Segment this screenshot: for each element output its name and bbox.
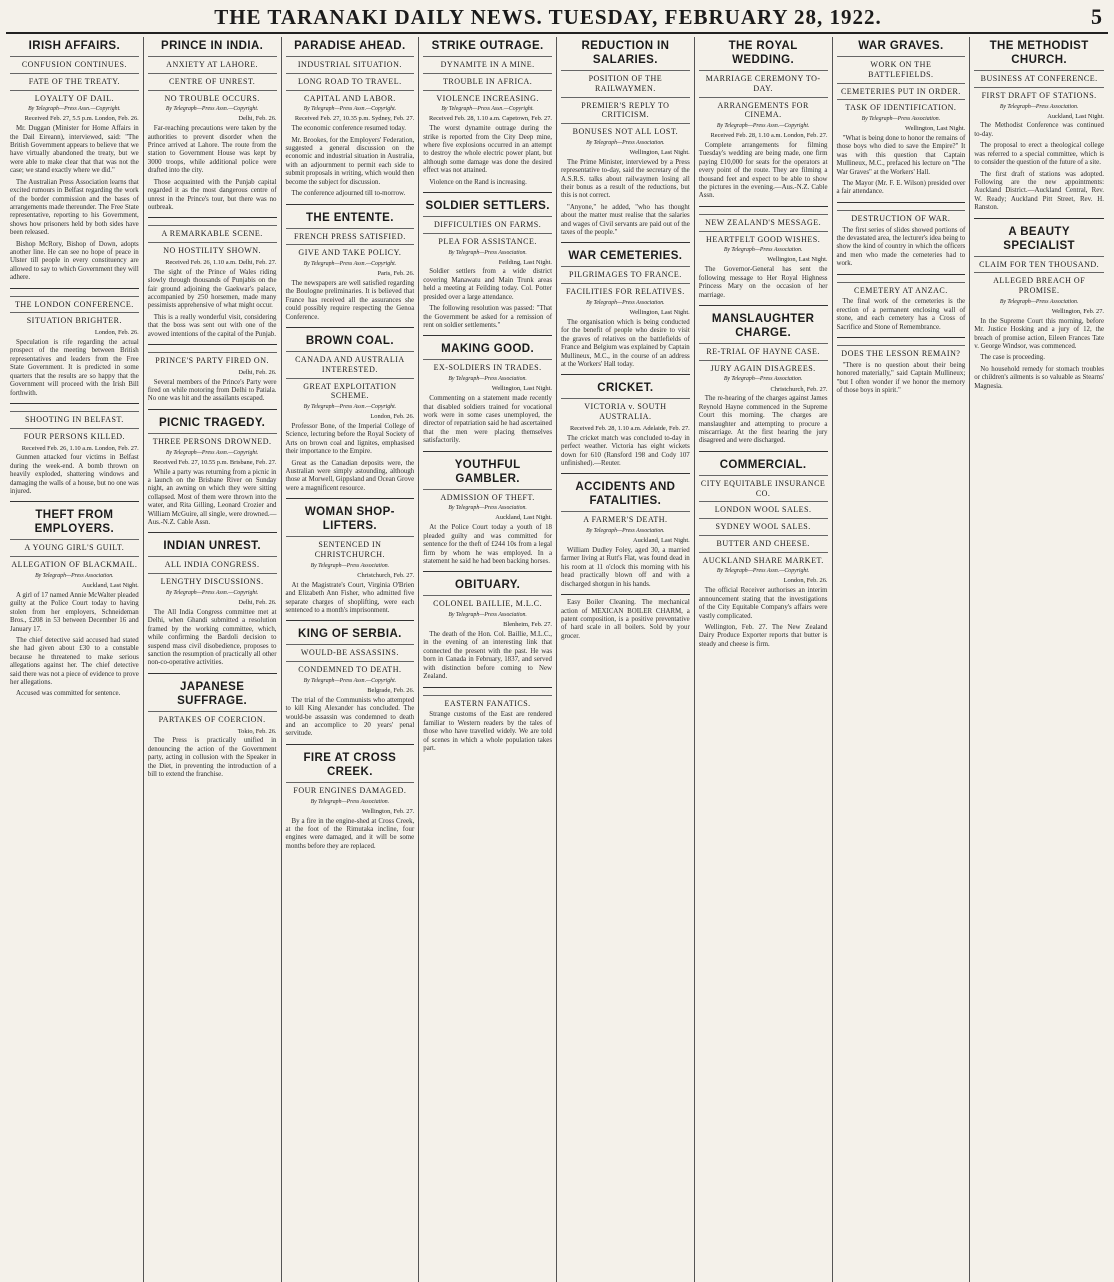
article-subheading: FATE OF THE TREATY. — [10, 73, 139, 87]
article-paragraph: "There is no question about their being honored materially," said Captain Mullineux; "but I often wonder if we honor the memory of those boys in spirit." — [836, 361, 966, 395]
article-dateline: Wellington, Last Night. — [767, 256, 828, 264]
article-paragraph: At the Police Court today a youth of 18 pleaded guilty and was committed for sentence for the theft of £244 10s from a legal firm by whom he was employed. In a statement he said he had been backing horses. — [423, 524, 552, 565]
article-dateline: Wellington, Last Night. — [629, 309, 690, 317]
article-headline: THEFT FROM EMPLOYERS. — [34, 509, 115, 536]
article-byline: By Telegraph—Press Association. — [310, 562, 390, 569]
article — [561, 39, 690, 237]
article-subheading: WORK ON THE BATTLEFIELDS. — [837, 56, 966, 80]
article-paragraph: The Australian Press Association learns that excited rumours in Belfast regarding the work of the border commission and the bases of arrangements made thereunder. The Free State representative, reporting to his Government, shows how prisoners held by both sides have been released. — [10, 178, 139, 237]
article-paragraph: While a party was returning from a picnic in a launch on the Brisbane River on Sunday night, an awning on which they were sitting collapsed. Most of them were thrown into the water, and Rita Gilling, Leonard Crozier and William McGuire, all single, were drowned.—Aus.-N.Z. Cable Assn. — [147, 468, 277, 527]
article — [974, 39, 1104, 213]
article-subheading: EASTERN FANATICS. — [423, 695, 552, 709]
article-paragraph: The official Receiver authorises an interim announcement stating that the investigations of the City Equitable Company's affairs were vastly complicated. — [698, 587, 828, 620]
article-subheading: PREMIER'S REPLY TO CRITICISM. — [561, 97, 690, 121]
article-dateline: Feilding, Last Night. — [498, 258, 552, 266]
article — [699, 305, 828, 446]
article-dateline: Received Feb. 28, 1.10 a.m. London, Feb. 27. — [710, 132, 828, 140]
article-subheading: LONDON WOOL SALES. — [699, 501, 828, 515]
article-headline: STRIKE OUTRAGE. — [431, 40, 544, 52]
article-paragraph: Wellington, Feb. 27. The New Zealand Dairy Produce Exporter reports that butter is steady and cheese is firm. — [698, 623, 828, 648]
article-subheading: THREE PERSONS DROWNED. — [148, 433, 277, 447]
article — [974, 218, 1104, 392]
article-dateline: Belgrade, Feb. 26. — [367, 686, 415, 694]
article-byline: By Telegraph—Press Association. — [448, 612, 527, 619]
column — [419, 37, 557, 1282]
article-paragraph: No household remedy for stomach troubles or children's ailments is so valuable as Stearns' Magnesia. — [974, 365, 1104, 390]
article-subheading: FOUR PERSONS KILLED. — [10, 428, 139, 442]
article-subheading: NO TROUBLE OCCURS. — [148, 90, 277, 104]
article — [561, 594, 690, 641]
article-paragraph: The Press is practically unified in denouncing the action of the Government party, acting in collusion with the Speaker in the Diet, in preventing the introduction of a bill to extend the franchise. — [147, 737, 277, 779]
article-dateline: Auckland, Last Night. — [495, 514, 552, 522]
article-dateline: Received Feb. 26, 1.10 a.m. Delhi, Feb. 27. — [165, 258, 277, 266]
article-headline: A BEAUTY SPECIALIST — [1003, 225, 1075, 252]
article-subheading: HEARTFELT GOOD WISHES. — [699, 231, 828, 245]
article-subheading: FRENCH PRESS SATISFIED. — [286, 228, 415, 242]
article-dateline: Received Feb. 26, 1.10 a.m. London, Feb. 27. — [21, 444, 139, 452]
article-subheading: TASK OF IDENTIFICATION. — [837, 99, 966, 113]
article — [10, 39, 139, 283]
article-headline: THE ENTENTE. — [305, 211, 394, 224]
article-headline: COMMERCIAL. — [719, 458, 807, 471]
article-subheading: TROUBLE IN AFRICA. — [423, 73, 552, 87]
article-paragraph: The conference adjourned till to-morrow. — [291, 190, 406, 198]
article-subheading: BUSINESS AT CONFERENCE. — [974, 70, 1104, 84]
article-paragraph: The proposal to erect a theological college was referred to a special committee, which is to consider the question of the future of a site. — [974, 142, 1104, 167]
article-subheading: DOES THE LESSON REMAIN? — [837, 345, 966, 359]
article-headline: WAR CEMETERIES. — [568, 250, 683, 263]
column — [282, 37, 420, 1282]
article — [423, 451, 552, 567]
article-headline: ACCIDENTS AND FATALITIES. — [575, 481, 676, 508]
article-paragraph: Commenting on a statement made recently that disabled soldiers trained for vocational work were in some cases unemployed, the director of repatriation said he had ascertained that the men were placing themselves satisfactorily. — [423, 395, 552, 445]
article-subheading: CENTRE OF UNREST. — [148, 73, 277, 87]
article-subheading: CONFUSION CONTINUES. — [10, 56, 139, 70]
article — [837, 274, 966, 332]
article — [423, 687, 552, 754]
article-subheading: GREAT EXPLOITATION SCHEME. — [286, 378, 415, 402]
page-number: 5 — [1091, 4, 1102, 29]
article-subheading: LOYALTY OF DAIL. — [10, 90, 139, 104]
article-paragraph: "Anyone," he added, "who has thought about the matter must realise that the salaries and wages of Civil servants are paid out of the taxes of the people." — [561, 203, 690, 237]
article-byline: By Telegraph—Press Assn.—Copyright. — [716, 123, 810, 130]
article-subheading: POSITION OF THE RAILWAYMEN. — [561, 70, 690, 94]
article-paragraph: William Dudley Foley, aged 30, a married farmer living at Rutt's Flat, was found dead in his room at 11 o'clock this morning with his head practically blown off and with a discharged shotgun in his hands. — [561, 547, 690, 588]
article-paragraph: Easy Boiler Cleaning. The mechanical action of MEXICAN BOILER CHARM, a patent composition, is a positive preventative of hard scale in all boilers. Sold by your grocer. — [561, 599, 690, 640]
article-paragraph: The worst dynamite outrage during the strike is reported from the City Deep mine, where five explosions occurred in an attempt to destroy the whole electric power plant, but although some damage was done the desired effect was not attained. — [423, 125, 552, 175]
article-byline: By Telegraph—Press Assn.—Copyright. — [165, 106, 259, 113]
article-paragraph: Great as the Canadian deposits were, the Australian were simply astounding, although those at Morwell, Gippsland and Ocean Grove were a magnificent resource. — [285, 459, 415, 492]
article-headline: FIRE AT CROSS CREEK. — [303, 751, 397, 778]
article-byline: By Telegraph—Press Association. — [586, 528, 665, 535]
article — [148, 39, 277, 212]
masthead-title: THE TARANAKI DAILY NEWS. TUESDAY, FEBRUARY 28, 1922. — [214, 5, 882, 29]
article-dateline: Wellington, Feb. 27. — [1051, 307, 1104, 315]
article — [148, 532, 277, 667]
article-paragraph: The newspapers are well satisfied regarding the Boulogne preliminaries. It is believed that France has received all the assurances she could possibly require respecting the Genoa Conference. — [285, 279, 415, 321]
article-dateline: Wellington, Last Night. — [905, 125, 966, 133]
article-byline: By Telegraph—Press Association. — [310, 798, 390, 805]
article — [699, 39, 828, 201]
column — [6, 37, 144, 1282]
article-subheading: PARTAKES OF COERCION. — [148, 711, 277, 725]
article-byline: By Telegraph—Press Association. — [448, 376, 527, 383]
article-subheading: JURY AGAIN DISAGREES. — [699, 360, 828, 374]
article — [148, 673, 277, 780]
article-subheading: PLEA FOR ASSISTANCE. — [423, 233, 552, 247]
article-headline: CRICKET. — [597, 382, 654, 395]
article-subheading: SENTENCED IN CHRISTCHURCH. — [286, 536, 415, 560]
article-subheading: A YOUNG GIRL'S GUILT. — [10, 539, 139, 553]
article-headline: JAPANESE SUFFRAGE. — [177, 680, 248, 707]
article-subheading: CANADA AND AUSTRALIA INTERESTED. — [286, 351, 415, 375]
article-paragraph: The death of the Hon. Col. Baillie, M.L.C., in the evening of an interesting link that connected the present with the past. He was born in Canada in February, 1837, and served with distinction before coming to New Zealand. — [423, 631, 552, 681]
article-dateline: Received Feb. 27, 10.55 p.m. Brisbane, Feb. 27. — [153, 458, 277, 466]
article-byline: By Telegraph—Press Assn.—Copyright. — [28, 106, 121, 113]
article-paragraph: "What is being done to honor the remains of those boys who died to save the Empire?" It was with this question that Captain Mullineux, M.C., prefaced his lecture on "The War Graves" at the Workers' Hall. — [836, 134, 966, 176]
article-byline: By Telegraph—Press Association. — [586, 139, 665, 146]
article-paragraph: The first draft of stations was adopted. Following are the new appointments: Auckland District.—Auckland Central, Rev. W. Ready; Auckland Pitt Street, Rev. H. Ranston. — [974, 170, 1104, 212]
article-subheading: ADMISSION OF THEFT. — [423, 489, 552, 503]
article-paragraph: The Prime Minister, interviewed by a Press representative to-day, said the secretary of the A.S.R.S. talks about railwaymen losing all their bonus as a result of the reductions, but this is not correct. — [561, 158, 690, 200]
article-paragraph: Soldier settlers from a wide district covering Manawatu and Main Trunk areas held a meeting at Feilding today. Col. Potter presided over a large attendance. — [423, 268, 552, 301]
article-byline: By Telegraph—Press Assn.—Copyright. — [441, 106, 534, 113]
article — [286, 744, 415, 851]
article-paragraph: Complete arrangements for filming Tuesday's wedding are being made, one firm paying £10,000 for seats for the operators at every point of the route. They are filming a thousand feet and expect to be able to show the pictures in the evening.—Aus.-N.Z. Cable Assn. — [698, 141, 828, 200]
masthead — [6, 6, 1108, 34]
article-subheading: WOULD-BE ASSASSINS. — [286, 644, 415, 658]
article-dateline: Received Feb. 28, 1.10 a.m. Capetown, Feb. 27. — [429, 115, 552, 123]
column — [833, 37, 971, 1282]
article-subheading: ALL INDIA CONGRESS. — [148, 556, 277, 570]
article — [423, 571, 552, 681]
column — [970, 37, 1108, 1282]
article-subheading: PRINCE'S PARTY FIRED ON. — [148, 352, 277, 366]
article-dateline: Paris, Feb. 26. — [377, 270, 415, 278]
article — [286, 204, 415, 323]
article — [423, 39, 552, 187]
article-paragraph: This is a really wonderful visit, considering that the boss was sent out with one of the avowed intentions of the capital of the Punjab. — [147, 313, 277, 338]
article-paragraph: Those acquainted with the Punjab capital regarded it as the most dangerous centre of unrest in the Prince's tour, but there was no outbreak. — [147, 178, 277, 211]
article-subheading: ALLEGATION OF BLACKMAIL. — [10, 556, 139, 570]
article-subheading: ANXIETY AT LAHORE. — [148, 56, 277, 70]
article-subheading: CEMETERIES PUT IN ORDER. — [837, 83, 966, 97]
article-subheading: A REMARKABLE SCENE. — [148, 225, 277, 239]
article-byline: By Telegraph—Press Association. — [723, 247, 803, 254]
article-subheading: A FARMER'S DEATH. — [561, 511, 690, 525]
article-paragraph: The chief detective said accused had stated she had given about £30 to a constable because he threatened to make serious allegations against her. The chief detective said there was not a piece of evidence to prove her allegations. — [10, 636, 139, 687]
article-paragraph: The Governor-General has sent the following message to Her Royal Highness Princess Mary on the occasion of her marriage. — [698, 266, 828, 299]
article-subheading: SYDNEY WOOL SALES. — [699, 518, 828, 532]
column — [557, 37, 695, 1282]
article-dateline: Auckland, Last Night. — [632, 537, 690, 545]
article-paragraph: Several members of the Prince's Party were fired on while motoring from Delhi to Patiala. No one was hit and the assailants escaped. — [147, 378, 277, 403]
article-byline: By Telegraph—Press Assn.—Copyright. — [716, 568, 810, 575]
article-dateline: Delhi, Feb. 26. — [238, 115, 277, 123]
column — [695, 37, 833, 1282]
article-paragraph: The re-hearing of the charges against James Reynold Hayne commenced in the Supreme Court this morning. The charges are manslaughter and attempting to procure a miscarriage. At the first hearing the jury disagreed and were discharged. — [698, 395, 828, 445]
article-headline: OBITUARY. — [455, 579, 521, 592]
article-paragraph: In the Supreme Court this morning, before Mr. Justice Hosking and a jury of 12, the breach of promise action, Eileen Frances Tate v. George Windsor, was commenced. — [974, 317, 1104, 351]
article-paragraph: The first series of slides showed portions of the devastated area, the lecturer's idea being to show the kind of country in which the officers and men who made the cemeteries had to work. — [836, 226, 966, 268]
article-byline: By Telegraph—Press Assn.—Copyright. — [303, 677, 397, 684]
article-headline: BROWN COAL. — [305, 335, 394, 348]
article-paragraph: Gunmen attacked four victims in Belfast during the week-end. A bomb thrown on heavily exploded, shattering windows and damaging the walls of a house, but no one was injured. — [10, 454, 139, 495]
article-byline: By Telegraph—Press Association. — [35, 572, 114, 579]
article-dateline: Christchurch, Feb. 27. — [770, 385, 828, 393]
article — [699, 206, 828, 300]
article-byline: By Telegraph—Press Assn.—Copyright. — [303, 106, 397, 113]
article-subheading: FACILITIES FOR RELATIVES. — [561, 283, 690, 297]
article-paragraph: Speculation is rife regarding the actual prospect of the meeting between British representatives and leaders from the Free State Government. It is predicted in some quarters that the results are so happy that the Government will proceed with the Irish Bill forthwith. — [10, 339, 139, 397]
article-paragraph: The All India Congress committee met at Delhi, when Ghandi submitted a resolution framed by the working committee, which, while confirming the Bardoli decision to suspend mass civil disobedience, proposes to sanction the resumption of practically all other non-co-operative activities. — [147, 608, 277, 667]
article — [148, 217, 277, 339]
article-headline: IRISH AFFAIRS. — [28, 40, 121, 52]
article-paragraph: Mr. Brookes, for the Employers' Federation, suggested a general discussion on the economic and industrial situation in Australia, with an adjournment to permit each side to submit proposals in writing, which would then become the subject for discussion. — [285, 136, 415, 186]
article-paragraph: The following resolution was passed: "That the Government be asked for a remission of rent on soldier settlements." — [423, 305, 552, 330]
article-subheading: GIVE AND TAKE POLICY. — [286, 244, 415, 258]
article-dateline: London, Feb. 26. — [94, 329, 139, 337]
article-subheading: BONUSES NOT ALL LOST. — [561, 123, 690, 137]
article-subheading: SITUATION BRIGHTER. — [10, 312, 139, 326]
article-subheading: VIOLENCE INCREASING. — [423, 90, 552, 104]
article-dateline: Auckland, Last Night. — [81, 582, 139, 590]
article — [286, 498, 415, 615]
article-byline: By Telegraph—Press Association. — [999, 103, 1079, 110]
article-paragraph: Violence on the Rand is increasing. — [429, 178, 527, 186]
article-subheading: DESTRUCTION OF WAR. — [837, 210, 966, 224]
article-paragraph: The sight of the Prince of Wales riding slowly through thousands of Punjabis on the fair ground adjoining the Gaekwar's palace, accompanied by 250 horsemen, made many pessimists apprehensive of what might occur. — [147, 268, 277, 310]
article-subheading: FIRST DRAFT OF STATIONS. — [974, 87, 1104, 101]
article-subheading: ARRANGEMENTS FOR CINEMA. — [699, 97, 828, 121]
article — [423, 335, 552, 445]
article-dateline: Blenheim, Feb. 27. — [503, 621, 552, 629]
article-dateline: London, Feb. 26. — [370, 413, 415, 421]
article-subheading: NEW ZEALAND'S MESSAGE. — [699, 214, 828, 228]
article-subheading: CLAIM FOR TEN THOUSAND. — [974, 256, 1104, 270]
columns-container — [6, 37, 1108, 1282]
article-dateline: Wellington, Last Night. — [629, 148, 690, 156]
article-paragraph: A girl of 17 named Annie McWalter pleaded guilty at the Police Court today to having stolen from her employers, Schneideman Bros., £208 in 53 between December 16 and January 17. — [10, 591, 139, 633]
article-paragraph: The final work of the cemeteries is the erection of a permanent enclosing wall of stone, and each cemetery has a Cross of Sacrifice and Stone of Remembrance. — [836, 298, 966, 331]
article-paragraph: The trial of the Communists who attempted to kill King Alexander has concluded. The would-be assassin was condemned to death and an accomplice to 20 years' penal servitude. — [285, 696, 415, 738]
article-paragraph: Far-reaching precautions were taken by the authorities to prevent disorder when the Prince arrived at Lahore. The route from the station to Government House was kept by 3000 troops, while additional police were drafted into the city. — [147, 125, 277, 175]
article-subheading: AUCKLAND SHARE MARKET. — [699, 552, 828, 566]
article — [148, 344, 277, 404]
article-headline: WAR GRAVES. — [858, 40, 944, 52]
article-paragraph: Strange customs of the East are rendered familiar to Western readers by the tales of those who have travelled widely. We are told of scenes in which a whole population takes part. — [423, 711, 552, 752]
article-dateline: Received Feb. 27, 5.5 p.m. London, Feb. 26. — [24, 115, 139, 123]
article-subheading: LONG ROAD TO TRAVEL. — [286, 73, 415, 87]
article-byline: By Telegraph—Press Assn.—Copyright. — [303, 404, 397, 411]
article-paragraph: Bishop McRory, Bishop of Down, adopts another line. He can see no hope of peace in Ulster till people in every constituency are allowed to say to which Government they will adhere. — [10, 240, 139, 282]
article-headline: PICNIC TRAGEDY. — [158, 416, 266, 429]
article-dateline: Wellington, Feb. 27. — [362, 807, 415, 815]
article-subheading: FOUR ENGINES DAMAGED. — [286, 782, 415, 796]
article — [837, 202, 966, 269]
article-subheading: COLONEL BAILLIE, M.L.C. — [423, 595, 552, 609]
article-byline: By Telegraph—Press Association. — [723, 376, 803, 383]
article — [561, 473, 690, 589]
article-byline: By Telegraph—Press Association. — [448, 505, 527, 512]
article — [423, 192, 552, 330]
article-subheading: DIFFICULTIES ON FARMS. — [423, 216, 552, 230]
article — [286, 620, 415, 739]
article-headline: SOLDIER SETTLERS. — [425, 200, 550, 213]
article-paragraph: The case is proceeding. — [980, 354, 1045, 362]
article-subheading: EX-SOLDIERS IN TRADES. — [423, 359, 552, 373]
article — [10, 403, 139, 496]
article-subheading: SHOOTING IN BELFAST. — [10, 411, 139, 425]
article-subheading: INDUSTRIAL SITUATION. — [286, 56, 415, 70]
article-headline: INDIAN UNREST. — [163, 540, 261, 553]
article-subheading: CONDEMNED TO DEATH. — [286, 661, 415, 675]
article — [286, 327, 415, 493]
column — [144, 37, 282, 1282]
article-headline: KING OF SERBIA. — [297, 628, 402, 641]
article — [837, 337, 966, 395]
article-byline: By Telegraph—Press Assn.—Copyright. — [303, 261, 397, 268]
article-headline: THE ROYAL WEDDING. — [728, 40, 798, 67]
article — [148, 409, 277, 528]
article-subheading: VICTORIA v. SOUTH AUSTRALIA. — [561, 398, 690, 422]
article — [699, 451, 828, 649]
article-dateline: Delhi, Feb. 26. — [238, 599, 277, 607]
article — [10, 288, 139, 398]
article-paragraph: At the Magistrate's Court, Virginia O'Brien and Elizabeth Ann Fisher, who admitted five separate charges of shoplifting, were each sentenced to a month's imprisonment. — [285, 581, 415, 614]
article-byline: By Telegraph—Press Association. — [999, 298, 1079, 305]
article-subheading: MARRIAGE CEREMONY TO-DAY. — [699, 70, 828, 94]
article-paragraph: The cricket match was concluded to-day in perfect weather. Victoria has eight wickets down for 610 (Ransford 198 and Cody 107 unfinished).—Reuter. — [561, 434, 690, 467]
article-headline: PRINCE IN INDIA. — [161, 40, 264, 52]
article-subheading: RE-TRIAL OF HAYNE CASE. — [699, 343, 828, 357]
article-dateline: Auckland, Last Night. — [1047, 112, 1104, 120]
article-subheading: ALLEGED BREACH OF PROMISE. — [974, 272, 1104, 296]
article-subheading: THE LONDON CONFERENCE. — [10, 296, 139, 310]
article-headline: WOMAN SHOP-LIFTERS. — [304, 506, 395, 533]
article-subheading: PILGRIMAGES TO FRANCE. — [561, 266, 690, 280]
article-byline: By Telegraph—Press Assn.—Copyright. — [165, 589, 259, 596]
article-dateline: Delhi, Feb. 26. — [238, 368, 277, 376]
article-paragraph: Professor Bone, of the Imperial College of Science, lecturing before the Royal Society of Arts on brown coal and lignites, emphasised their importance to the Empire. — [285, 422, 415, 456]
article-headline: YOUTHFUL GAMBLER. — [454, 458, 521, 485]
article-dateline: Wellington, Last Night. — [491, 385, 552, 393]
article-subheading: CAPITAL AND LABOR. — [286, 90, 415, 104]
article-subheading: DYNAMITE IN A MINE. — [423, 56, 552, 70]
article-paragraph: Mr. Duggan (Minister for Home Affairs in the Dail Eireann), interviewed, said: "The British Government appears to believe that we have virtually abandoned the treaty, but we were able to make clear that that was not the case; we stand exactly where we did." — [10, 125, 139, 175]
article-dateline: Received Feb. 27, 10.35 p.m. Sydney, Feb. 27. — [294, 115, 415, 123]
article — [561, 242, 690, 369]
article-paragraph: The Methodist Conference was continued to-day. — [974, 122, 1104, 138]
article-subheading: CEMETERY AT ANZAC. — [837, 282, 966, 296]
article-byline: By Telegraph—Press Association. — [861, 116, 941, 123]
article-paragraph: The economic conference resumed today. — [291, 125, 407, 133]
article — [286, 39, 415, 199]
article-paragraph: Accused was committed for sentence. — [16, 690, 121, 698]
article-headline: MANSLAUGHTER CHARGE. — [711, 312, 815, 339]
article-byline: By Telegraph—Press Association. — [448, 249, 527, 256]
article-subheading: CITY EQUITABLE INSURANCE CO. — [699, 475, 828, 499]
article-paragraph: By a fire in the engine-shed at Cross Creek, at the foot of the Rimutaka incline, four engines were damaged, and it will be some months before they are replaced. — [285, 817, 415, 850]
article-dateline: London, Feb. 26. — [783, 577, 828, 585]
article-headline: PARADISE AHEAD. — [294, 40, 406, 52]
article-subheading: BUTTER AND CHEESE. — [699, 535, 828, 549]
article-dateline: Christchurch, Feb. 27. — [357, 571, 415, 579]
article-byline: By Telegraph—Press Association. — [586, 299, 665, 306]
article — [837, 39, 966, 197]
article-byline: By Telegraph—Press Assn.—Copyright. — [165, 449, 259, 456]
article — [561, 374, 690, 468]
article-headline: REDUCTION IN SALARIES. — [581, 40, 670, 67]
article-dateline: Tokio, Feb. 26. — [237, 727, 277, 735]
article-paragraph: The organisation which is being conducted for the benefit of people who desire to visit the graves of relatives on the battlefields of France and Belgium was explained by Captain Mullineux, M.C., in the course of an address at the Workers' Hall today. — [561, 318, 690, 368]
article-headline: THE METHODIST CHURCH. — [989, 40, 1089, 67]
article-headline: MAKING GOOD. — [441, 343, 535, 356]
article-paragraph: The Mayor (Mr. F. E. Wilson) presided over a fair attendance. — [836, 180, 966, 196]
article — [10, 501, 139, 698]
article-subheading: LENGTHY DISCUSSIONS. — [148, 573, 277, 587]
article-dateline: Received Feb. 28, 1.10 a.m. Adelaide, Feb. 27. — [569, 424, 690, 432]
article-subheading: NO HOSTILITY SHOWN. — [148, 242, 277, 256]
